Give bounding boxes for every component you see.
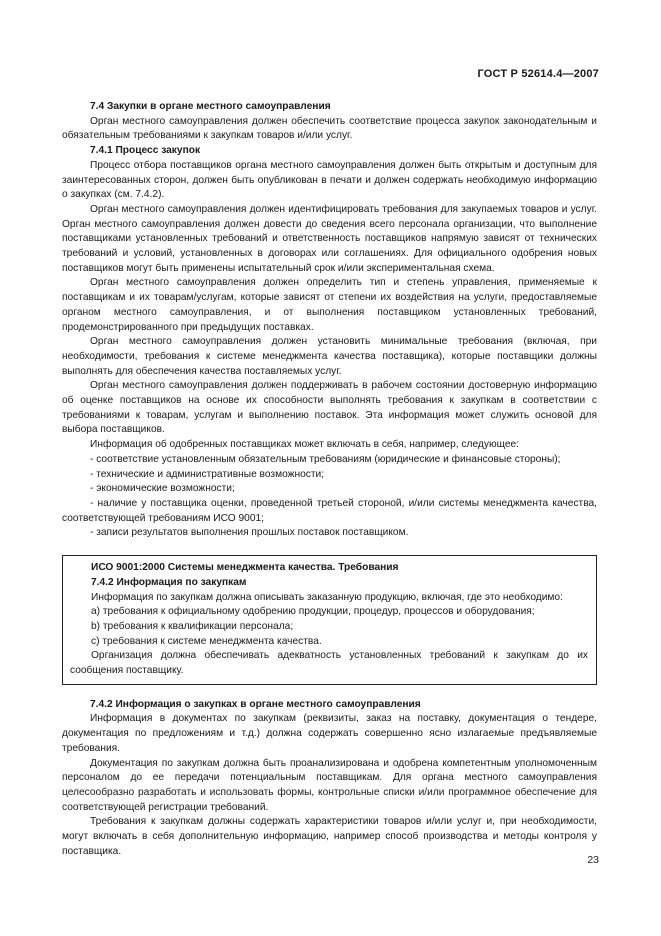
iso-box-paragraph: Информация по закупкам должна описывать заказанную продукцию, включая, где это необходимо: (91, 591, 563, 603)
iso-box-title: ИСО 9001:2000 Системы менеджмента качества. Требования (91, 562, 399, 574)
section-7-4-2-title: 7.4.2 Информация о закупках в органе местного самоуправления (90, 698, 421, 710)
paragraph: Информация об одобренных поставщиках может включать в себя, например, следующее: (90, 439, 520, 451)
section-7-4-title: 7.4 Закупки в органе местного самоуправления (90, 101, 331, 112)
iso-box-item: b) требования к квалификации персонала; (91, 620, 294, 632)
iso-box-item: с) требования к системе менеджмента качества. (91, 635, 322, 647)
iso-box-item: а) требования к официальному одобрению продукции, процедур, процессов и оборудования; (91, 606, 535, 618)
paragraph: Информация в документах по закупкам (реквизиты, заказ на поставку, документация о тендере, документация по предложениям и т.д.) должна содержать совершенно ясно излагаемые предъявляемые требования. (62, 713, 597, 754)
paragraph: Требования к закупкам должны содержать характеристики товаров и/или услуг и, при необходимости, могут включать в себя дополнительную информацию, например способ производства и методы контроля у поставщика. (62, 816, 597, 857)
paragraph: Орган местного самоуправления должен установить минимальные требования (включая, при необходимости, требования к системе менеджмента качества поставщика), которые поставщики должны выполнять для обеспечения качества поставляемых услуг. (62, 336, 597, 377)
paragraph: Процесс отбора поставщиков органа местного самоуправления должен быть открытым и доступным для заинтересованных сторон, должен быть опубликован в печати и должен содержать необходимую информацию о закупках (см. 7.4.2). (62, 159, 597, 201)
section-7-4-paragraph: Орган местного самоуправления должен обеспечить соответствие процесса закупок законодательным и обязательным требованиями к закупкам товаров и/или услуг. (62, 115, 597, 142)
list-item: - экономические возможности; (90, 483, 235, 495)
paragraph: Орган местного самоуправления должен определить тип и степень управления, применяемые к поставщикам и их товарам/услугам, которые зависят от степени их воздействия на услуги, предоставляемые органом местного самоуправления, и от выполнения поставщиком установленных требований, продемонстрированного при предыдущих поставках. (62, 277, 597, 333)
paragraph: Орган местного самоуправления должен поддерживать в рабочем состоянии достоверную информацию об оценке поставщиков на основе их способности выполнять требования к закупкам в соответствии с требованиями к товарам, услугам и выполнению поставок. Эта информация может служить основой для выбора поставщиков. (62, 380, 597, 436)
list-item: - записи результатов выполнения прошлых поставок поставщиком. (90, 527, 409, 539)
iso-box-paragraph: Организация должна обеспечивать адекватность установленных требований к закупкам до их сообщения поставщику. (70, 650, 588, 677)
document-code-header: ГОСТ Р 52614.4—2007 (477, 68, 599, 80)
list-item: - технические и административные возможности; (90, 468, 325, 480)
document-body (62, 100, 597, 859)
paragraph: Документация по закупкам должна быть проанализирована и одобрена компетентным уполномоченным персоналом до ее передачи потенциальным поставщикам. Для органа местного самоуправления целесообразно разработать и использовать формы, контрольные списки и/или программное обеспечение для соответствующей регистрации требований. (62, 757, 597, 813)
paragraph: Орган местного самоуправления должен идентифицировать требования для закупаемых товаров и услуг. Орган местного самоуправления должен довести до сведения всего персонала организации, что выполнение поставщиками установленных требований и ответственность поставщиков напрямую зависят от технических требований и условий, установленных в договорах или соглашениях. Для официального одобрения новых поставщиков могут быть применены испытательный срок и/или экспериментальная схема. (62, 203, 597, 274)
iso-box-subtitle: 7.4.2 Информация по закупкам (91, 576, 247, 588)
iso-quote-box (62, 555, 597, 685)
list-item: - соответствие установленным обязательным требованиям (юридические и финансовые стороны); (90, 453, 561, 465)
list-item: - наличие у поставщика оценки, проведенной третьей стороной, и/или системы менеджмента качества, соответствующей требованиям ИСО 9001; (62, 497, 597, 524)
section-7-4-1-title: 7.4.1 Процесс закупок (90, 145, 201, 157)
page-number: 23 (587, 854, 599, 866)
